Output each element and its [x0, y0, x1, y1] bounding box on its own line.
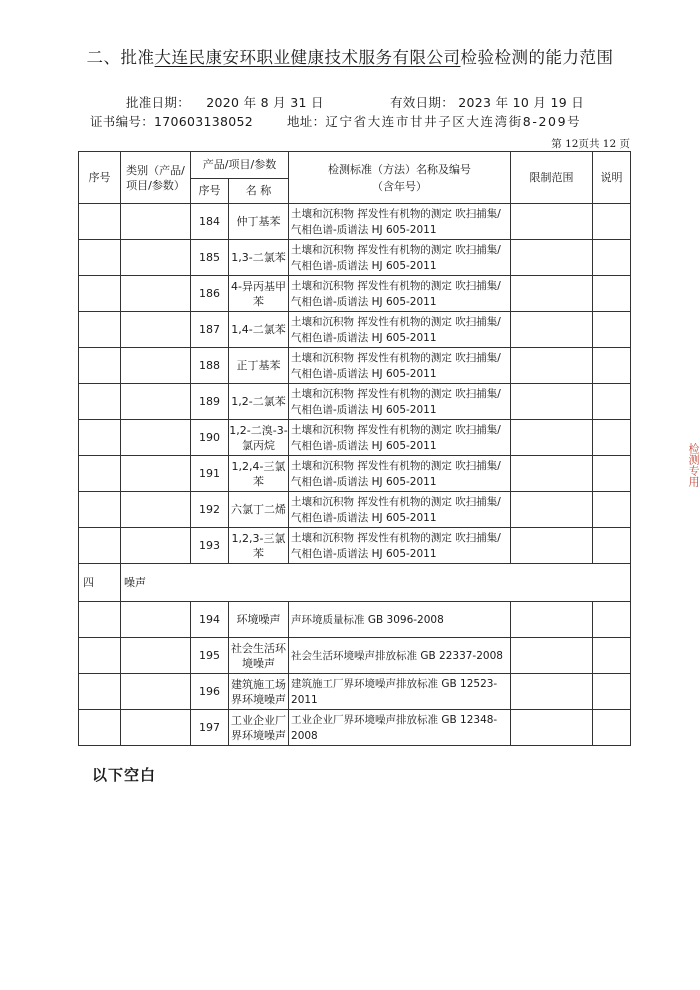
item-name: 工业企业厂界环境噪声 — [229, 710, 289, 746]
item-limit — [511, 348, 593, 384]
row-seq-cell — [79, 240, 121, 276]
row-seq-cell — [79, 602, 121, 638]
valid-date-label: 有效日期： — [390, 95, 455, 110]
row-category-cell — [121, 674, 191, 710]
title-suffix: 检验检测的能力范围 — [460, 48, 614, 67]
certificate-number — [90, 112, 253, 130]
item-standard: 土壤和沉积物 挥发性有机物的测定 吹扫捕集/气相色谱-质谱法 HJ 605-2011 — [289, 348, 511, 384]
approval-date-value: 2020 年 8 月 31 日 — [206, 95, 324, 110]
row-seq-cell — [79, 528, 121, 564]
item-standard: 土壤和沉积物 挥发性有机物的测定 吹扫捕集/气相色谱-质谱法 HJ 605-2011 — [289, 204, 511, 240]
item-number: 192 — [191, 492, 229, 528]
item-note — [593, 420, 631, 456]
row-seq-cell — [79, 276, 121, 312]
item-note — [593, 528, 631, 564]
item-number: 195 — [191, 638, 229, 674]
table-row — [79, 674, 631, 710]
row-seq-cell — [79, 312, 121, 348]
title-organization: 大连民康安环职业健康技术服务有限公司 — [154, 48, 461, 67]
row-seq-cell — [79, 384, 121, 420]
row-category-cell — [121, 348, 191, 384]
table-row — [79, 602, 631, 638]
table-row — [79, 638, 631, 674]
item-number: 186 — [191, 276, 229, 312]
table-row — [79, 348, 631, 384]
row-category-cell — [121, 456, 191, 492]
item-note — [593, 674, 631, 710]
item-limit — [511, 602, 593, 638]
item-limit — [511, 420, 593, 456]
item-limit — [511, 312, 593, 348]
item-number: 189 — [191, 384, 229, 420]
item-standard: 土壤和沉积物 挥发性有机物的测定 吹扫捕集/气相色谱-质谱法 HJ 605-2011 — [289, 528, 511, 564]
item-limit — [511, 492, 593, 528]
row-category-cell — [121, 602, 191, 638]
row-category-cell — [121, 492, 191, 528]
side-stamp: 检测专用 — [687, 443, 700, 487]
item-standard: 土壤和沉积物 挥发性有机物的测定 吹扫捕集/气相色谱-质谱法 HJ 605-2011 — [289, 492, 511, 528]
header-category: 类别（产品/项目/参数） — [121, 152, 191, 204]
blank-below-note: 以下空白 — [92, 766, 157, 784]
item-note — [593, 348, 631, 384]
item-number: 185 — [191, 240, 229, 276]
item-note — [593, 710, 631, 746]
table-row — [79, 312, 631, 348]
table-row — [79, 528, 631, 564]
category-seq: 四 — [79, 564, 121, 602]
row-seq-cell — [79, 348, 121, 384]
certificate-number-label: 证书编号： — [90, 114, 155, 129]
item-name: 社会生活环境噪声 — [229, 638, 289, 674]
item-limit — [511, 456, 593, 492]
item-limit — [511, 638, 593, 674]
table-row — [79, 240, 631, 276]
category-name: 噪声 — [121, 564, 631, 602]
item-name: 1,2-二氯苯 — [229, 384, 289, 420]
item-name: 1,2,3-三氯苯 — [229, 528, 289, 564]
certificate-number-value: 170603138052 — [154, 114, 254, 129]
row-seq-cell — [79, 204, 121, 240]
item-standard: 工业企业厂界环境噪声排放标准 GB 12348-2008 — [289, 710, 511, 746]
row-category-cell — [121, 710, 191, 746]
table-row — [79, 420, 631, 456]
header-sub-name: 名 称 — [229, 179, 289, 204]
item-number: 193 — [191, 528, 229, 564]
header-note: 说明 — [593, 152, 631, 204]
item-limit — [511, 240, 593, 276]
row-seq-cell — [79, 638, 121, 674]
table-row — [79, 492, 631, 528]
item-limit — [511, 674, 593, 710]
row-seq-cell — [79, 420, 121, 456]
approval-date — [126, 93, 324, 111]
item-note — [593, 492, 631, 528]
row-category-cell — [121, 312, 191, 348]
row-category-cell — [121, 638, 191, 674]
capability-scope-table — [78, 151, 631, 746]
item-number: 187 — [191, 312, 229, 348]
page-indicator: 第 12页共 12 页 — [551, 138, 630, 150]
item-limit — [511, 384, 593, 420]
item-standard: 声环境质量标准 GB 3096-2008 — [289, 602, 511, 638]
item-number: 184 — [191, 204, 229, 240]
item-name: 1,2,4-三氯苯 — [229, 456, 289, 492]
item-standard: 土壤和沉积物 挥发性有机物的测定 吹扫捕集/气相色谱-质谱法 HJ 605-2011 — [289, 456, 511, 492]
table-row — [79, 710, 631, 746]
item-limit — [511, 528, 593, 564]
item-name: 1,4-二氯苯 — [229, 312, 289, 348]
item-name: 六氯丁二烯 — [229, 492, 289, 528]
item-note — [593, 602, 631, 638]
address-value: 辽宁省大连市甘井子区大连湾街8-209号 — [325, 114, 582, 129]
item-name: 环境噪声 — [229, 602, 289, 638]
item-standard: 社会生活环境噪声排放标准 GB 22337-2008 — [289, 638, 511, 674]
header-standard: 检测标准（方法）名称及编号（含年号） — [289, 152, 511, 204]
item-standard: 建筑施工厂界环境噪声排放标准 GB 12523-2011 — [289, 674, 511, 710]
item-number: 190 — [191, 420, 229, 456]
item-name: 4-异丙基甲苯 — [229, 276, 289, 312]
item-standard: 土壤和沉积物 挥发性有机物的测定 吹扫捕集/气相色谱-质谱法 HJ 605-2011 — [289, 420, 511, 456]
item-limit — [511, 276, 593, 312]
item-number: 196 — [191, 674, 229, 710]
item-note — [593, 384, 631, 420]
row-seq-cell — [79, 492, 121, 528]
item-note — [593, 456, 631, 492]
title-prefix: 二、批准 — [86, 48, 155, 67]
row-category-cell — [121, 384, 191, 420]
item-limit — [511, 710, 593, 746]
header-sub-seq: 序号 — [191, 179, 229, 204]
item-number: 188 — [191, 348, 229, 384]
item-name: 仲丁基苯 — [229, 204, 289, 240]
table-row — [79, 204, 631, 240]
table-row — [79, 456, 631, 492]
item-number: 197 — [191, 710, 229, 746]
item-name: 1,2-二溴-3-氯丙烷 — [229, 420, 289, 456]
header-product-group: 产品/项目/参数 — [191, 152, 289, 179]
address-label: 地址： — [287, 114, 326, 129]
row-category-cell — [121, 276, 191, 312]
table-row — [79, 276, 631, 312]
item-number: 194 — [191, 602, 229, 638]
approval-date-label: 批准日期： — [126, 95, 191, 110]
row-category-cell — [121, 204, 191, 240]
item-name: 建筑施工场界环境噪声 — [229, 674, 289, 710]
row-seq-cell — [79, 674, 121, 710]
item-note — [593, 312, 631, 348]
item-note — [593, 240, 631, 276]
document-title — [0, 44, 700, 68]
row-category-cell — [121, 528, 191, 564]
item-number: 191 — [191, 456, 229, 492]
table-row — [79, 384, 631, 420]
item-standard: 土壤和沉积物 挥发性有机物的测定 吹扫捕集/气相色谱-质谱法 HJ 605-2011 — [289, 240, 511, 276]
valid-date-value: 2023 年 10 月 19 日 — [458, 95, 585, 110]
category-row — [79, 564, 631, 602]
header-seq: 序号 — [79, 152, 121, 204]
item-name: 正丁基苯 — [229, 348, 289, 384]
item-standard: 土壤和沉积物 挥发性有机物的测定 吹扫捕集/气相色谱-质谱法 HJ 605-2011 — [289, 384, 511, 420]
item-limit — [511, 204, 593, 240]
row-category-cell — [121, 240, 191, 276]
item-name: 1,3-二氯苯 — [229, 240, 289, 276]
item-note — [593, 276, 631, 312]
item-note — [593, 638, 631, 674]
item-note — [593, 204, 631, 240]
row-seq-cell — [79, 456, 121, 492]
item-standard: 土壤和沉积物 挥发性有机物的测定 吹扫捕集/气相色谱-质谱法 HJ 605-2011 — [289, 312, 511, 348]
address — [287, 112, 581, 130]
valid-date — [390, 93, 584, 111]
header-limit: 限制范围 — [511, 152, 593, 204]
item-standard: 土壤和沉积物 挥发性有机物的测定 吹扫捕集/气相色谱-质谱法 HJ 605-2011 — [289, 276, 511, 312]
row-category-cell — [121, 420, 191, 456]
row-seq-cell — [79, 710, 121, 746]
